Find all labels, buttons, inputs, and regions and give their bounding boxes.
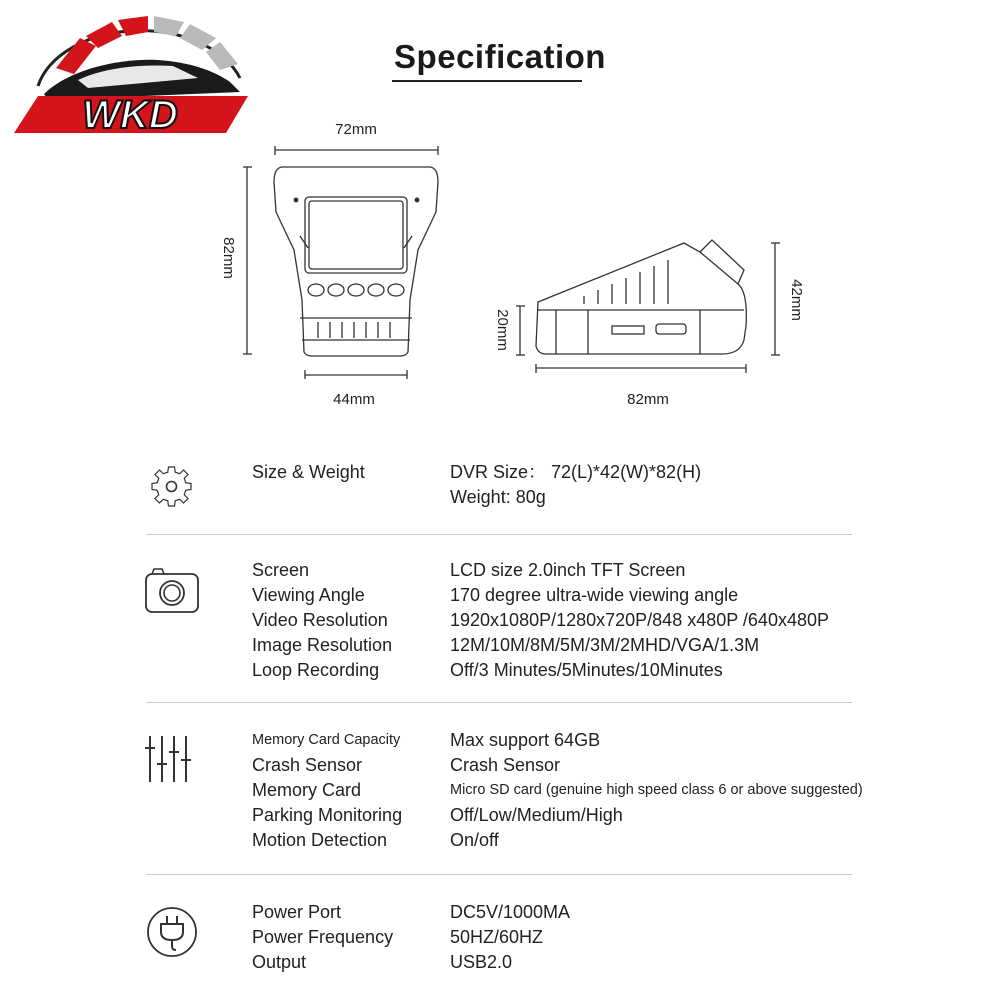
page-title: Specification <box>394 38 606 75</box>
spec-value: Off/3 Minutes/5Minutes/10Minutes <box>450 660 723 680</box>
spec-value: 12M/10M/8M/5M/3M/2MHD/VGA/1.3M <box>450 635 760 655</box>
dim-front-width: 72mm <box>335 121 377 138</box>
spec-label: Parking Monitoring <box>252 805 403 825</box>
spec-value: Off/Low/Medium/High <box>450 805 623 825</box>
spec-label: Loop Recording <box>252 660 380 680</box>
spec-label: Power Port <box>252 902 342 922</box>
spec-value: Crash Sensor <box>450 755 561 775</box>
section-divider <box>146 874 852 875</box>
spec-label: Power Frequency <box>252 927 394 947</box>
spec-value: 50HZ/60HZ <box>450 927 544 947</box>
spec-value: Micro SD card (genuine high speed class 6 or above suggested) <box>450 782 863 798</box>
spec-label: Viewing Angle <box>252 585 365 605</box>
title-underline <box>392 80 582 82</box>
spec-value: DVR Size： 72(L)*42(W)*82(H) <box>450 462 702 482</box>
spec-label: Memory Card Capacity <box>252 732 401 748</box>
spec-value: DC5V/1000MA <box>450 902 571 922</box>
dim-front-bottom: 44mm <box>333 391 375 408</box>
section-divider <box>146 702 852 703</box>
spec-label: Memory Card <box>252 780 362 800</box>
spec-value: Weight: 80g <box>450 487 546 507</box>
spec-label: Output <box>252 952 307 972</box>
dim-front-height: 82mm <box>220 237 237 279</box>
spec-label: Video Resolution <box>252 610 388 630</box>
spec-label: Crash Sensor <box>252 755 363 775</box>
svg-text:WKD: WKD <box>82 93 178 137</box>
spec-value: On/off <box>450 830 499 850</box>
power-plug-icon <box>142 902 206 966</box>
spec-value: 170 degree ultra-wide viewing angle <box>450 585 739 605</box>
spec-value: Max support 64GB <box>450 730 601 750</box>
dimension-diagrams <box>0 100 1000 420</box>
sliders-icon <box>140 730 204 794</box>
spec-value: USB2.0 <box>450 952 513 972</box>
dim-side-height: 42mm <box>788 279 805 321</box>
spec-label: Screen <box>252 560 310 580</box>
spec-label: Size & Weight <box>252 462 365 482</box>
dim-side-small-height: 20mm <box>494 309 511 351</box>
spec-label: Image Resolution <box>252 635 393 655</box>
section-divider <box>146 534 852 535</box>
camera-icon <box>140 560 204 624</box>
spec-value: LCD size 2.0inch TFT Screen <box>450 560 686 580</box>
spec-label: Motion Detection <box>252 830 388 850</box>
dim-side-length: 82mm <box>627 391 669 408</box>
spec-value: 1920x1080P/1280x720P/848 x480P /640x480P <box>450 610 829 630</box>
gear-icon <box>140 458 204 522</box>
